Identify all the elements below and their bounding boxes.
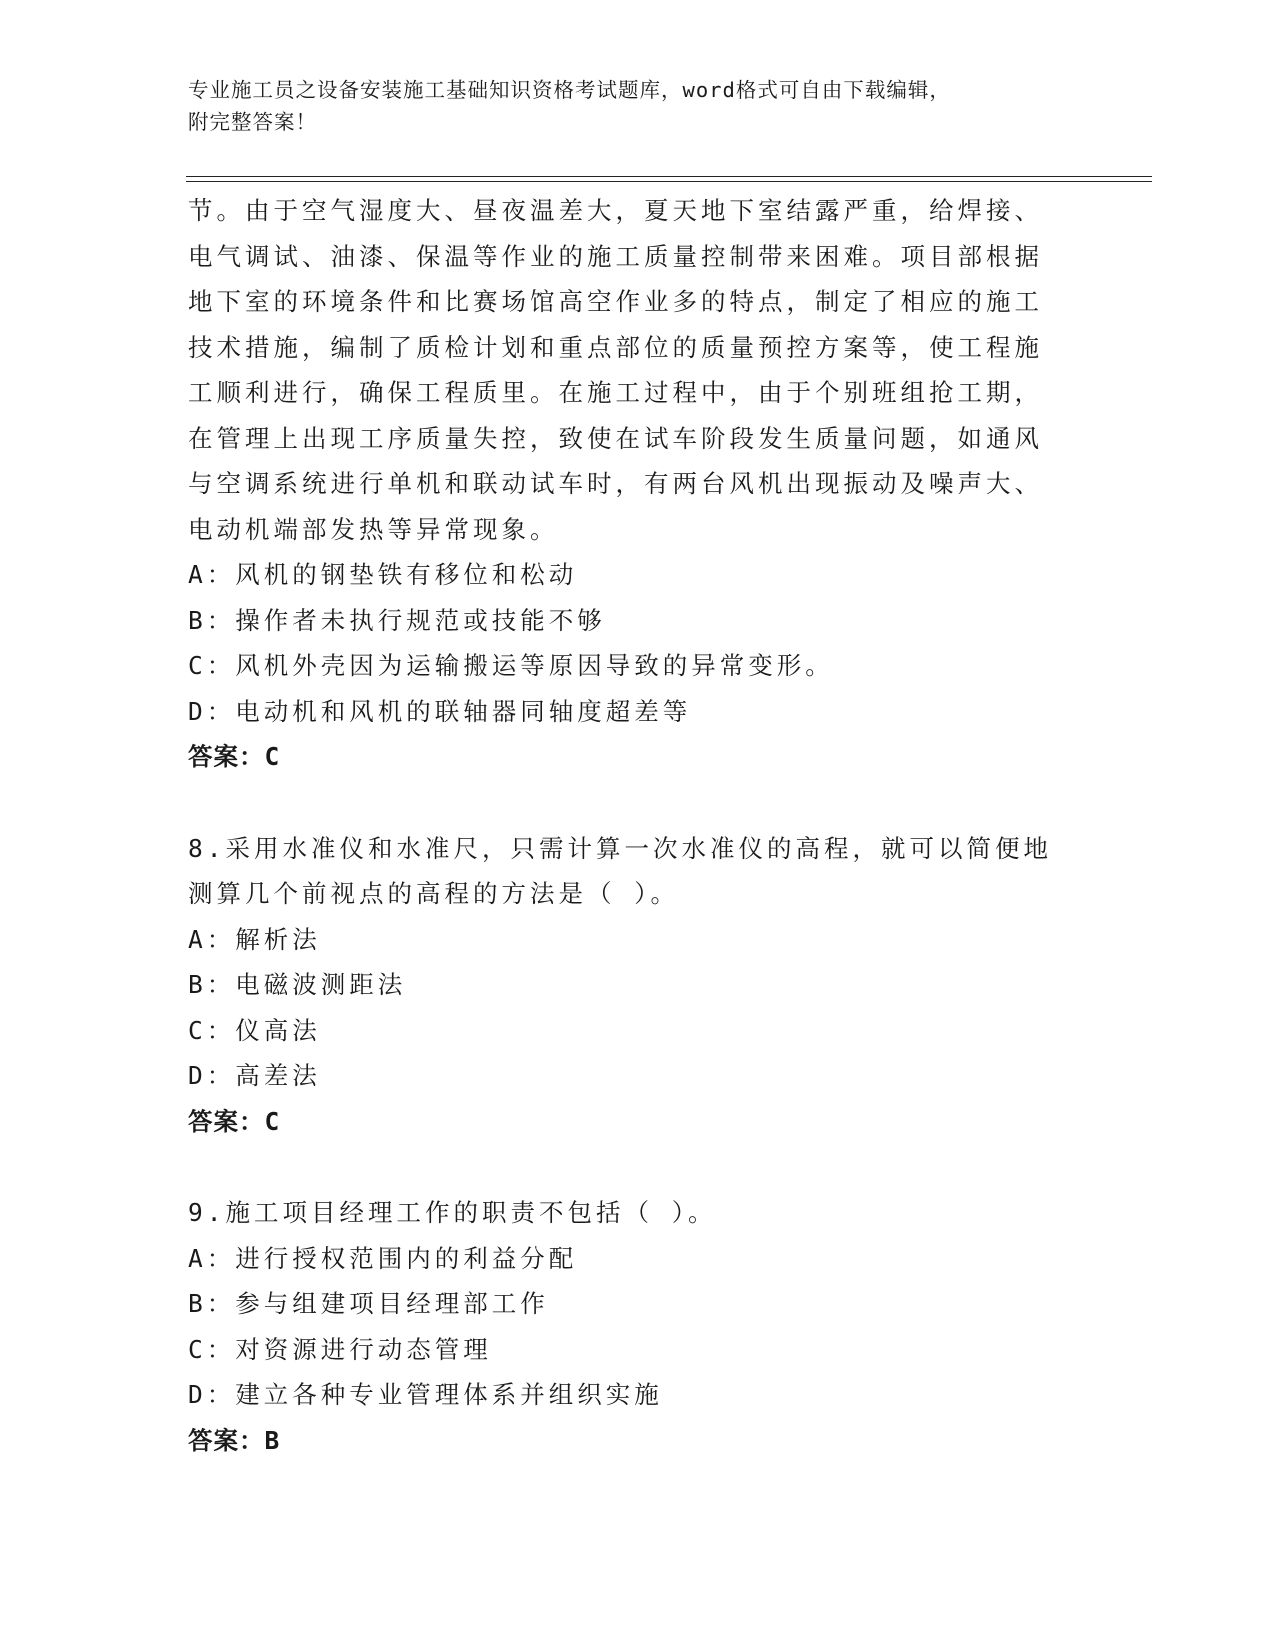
question-stem-line: 技术措施，编制了质检计划和重点部位的质量预控方案等，使工程施 [188,332,1043,362]
question-stem-line: 与空调系统进行单机和联动试车时，有两台风机出现振动及噪声大、 [188,469,1043,498]
question-stem-line: 电动机端部发热等异常现象。 [188,514,559,544]
option-b: B：电磁波测距法 [188,970,407,999]
option-d: D：建立各种专业管理体系并组织实施 [188,1380,663,1409]
option-c: C：风机外壳因为运输搬运等原因导致的异常变形。 [188,651,834,680]
option-c: C：仪高法 [188,1015,321,1045]
header-line-1: 专业施工员之设备安装施工基础知识资格考试题库，word格式可自由下载编辑， [188,78,951,102]
question-spacer [188,780,1088,826]
option-d: D：电动机和风机的联轴器同轴度超差等 [188,696,692,726]
option-c: C：对资源进行动态管理 [188,1334,492,1364]
question-stem-line: 电气调试、油漆、保温等作业的施工质量控制带来困难。项目部根据 [188,241,1043,271]
option-d: D：高差法 [188,1061,321,1090]
option-a: A：进行授权范围内的利益分配 [188,1243,578,1273]
question-stem-line: 节。由于空气湿度大、昼夜温差大，夏天地下室结露严重，给焊接、 [188,196,1043,225]
answer-line: 答案：B [188,1425,281,1455]
option-b: B：参与组建项目经理部工作 [188,1289,549,1318]
question-stem-line: 8.采用水准仪和水准尺，只需计算一次水准仪的高程，就可以简便地 [188,833,1052,863]
question-9 [188,1190,1088,1463]
question-stem-line: 测算几个前视点的高程的方法是（ ）。 [188,879,679,908]
header-divider-bottom [186,181,1152,182]
question-spacer [188,1144,1088,1190]
document-header [188,74,1068,138]
question-stem-line: 地下室的环境条件和比赛场馆高空作业多的特点，制定了相应的施工 [188,287,1043,316]
question-8 [188,826,1088,1145]
answer-line: 答案：C [188,742,281,771]
option-b: B：操作者未执行规范或技能不够 [188,605,606,635]
question-stem-line: 工顺利进行，确保工程质里。在施工过程中，由于个别班组抢工期， [188,378,1043,407]
option-a: A：风机的钢垫铁有移位和松动 [188,560,578,589]
question-7 [188,188,1088,780]
document-body [188,188,1088,1463]
header-line-2: 附完整答案！ [188,110,317,134]
answer-line: 答案：C [188,1106,281,1136]
option-a: A：解析法 [188,924,321,954]
question-stem-line: 9.施工项目经理工作的职责不包括（ ）。 [188,1198,717,1227]
question-stem-line: 在管理上出现工序质量失控，致使在试车阶段发生质量问题，如通风 [188,423,1043,453]
header-divider-top [186,176,1152,177]
